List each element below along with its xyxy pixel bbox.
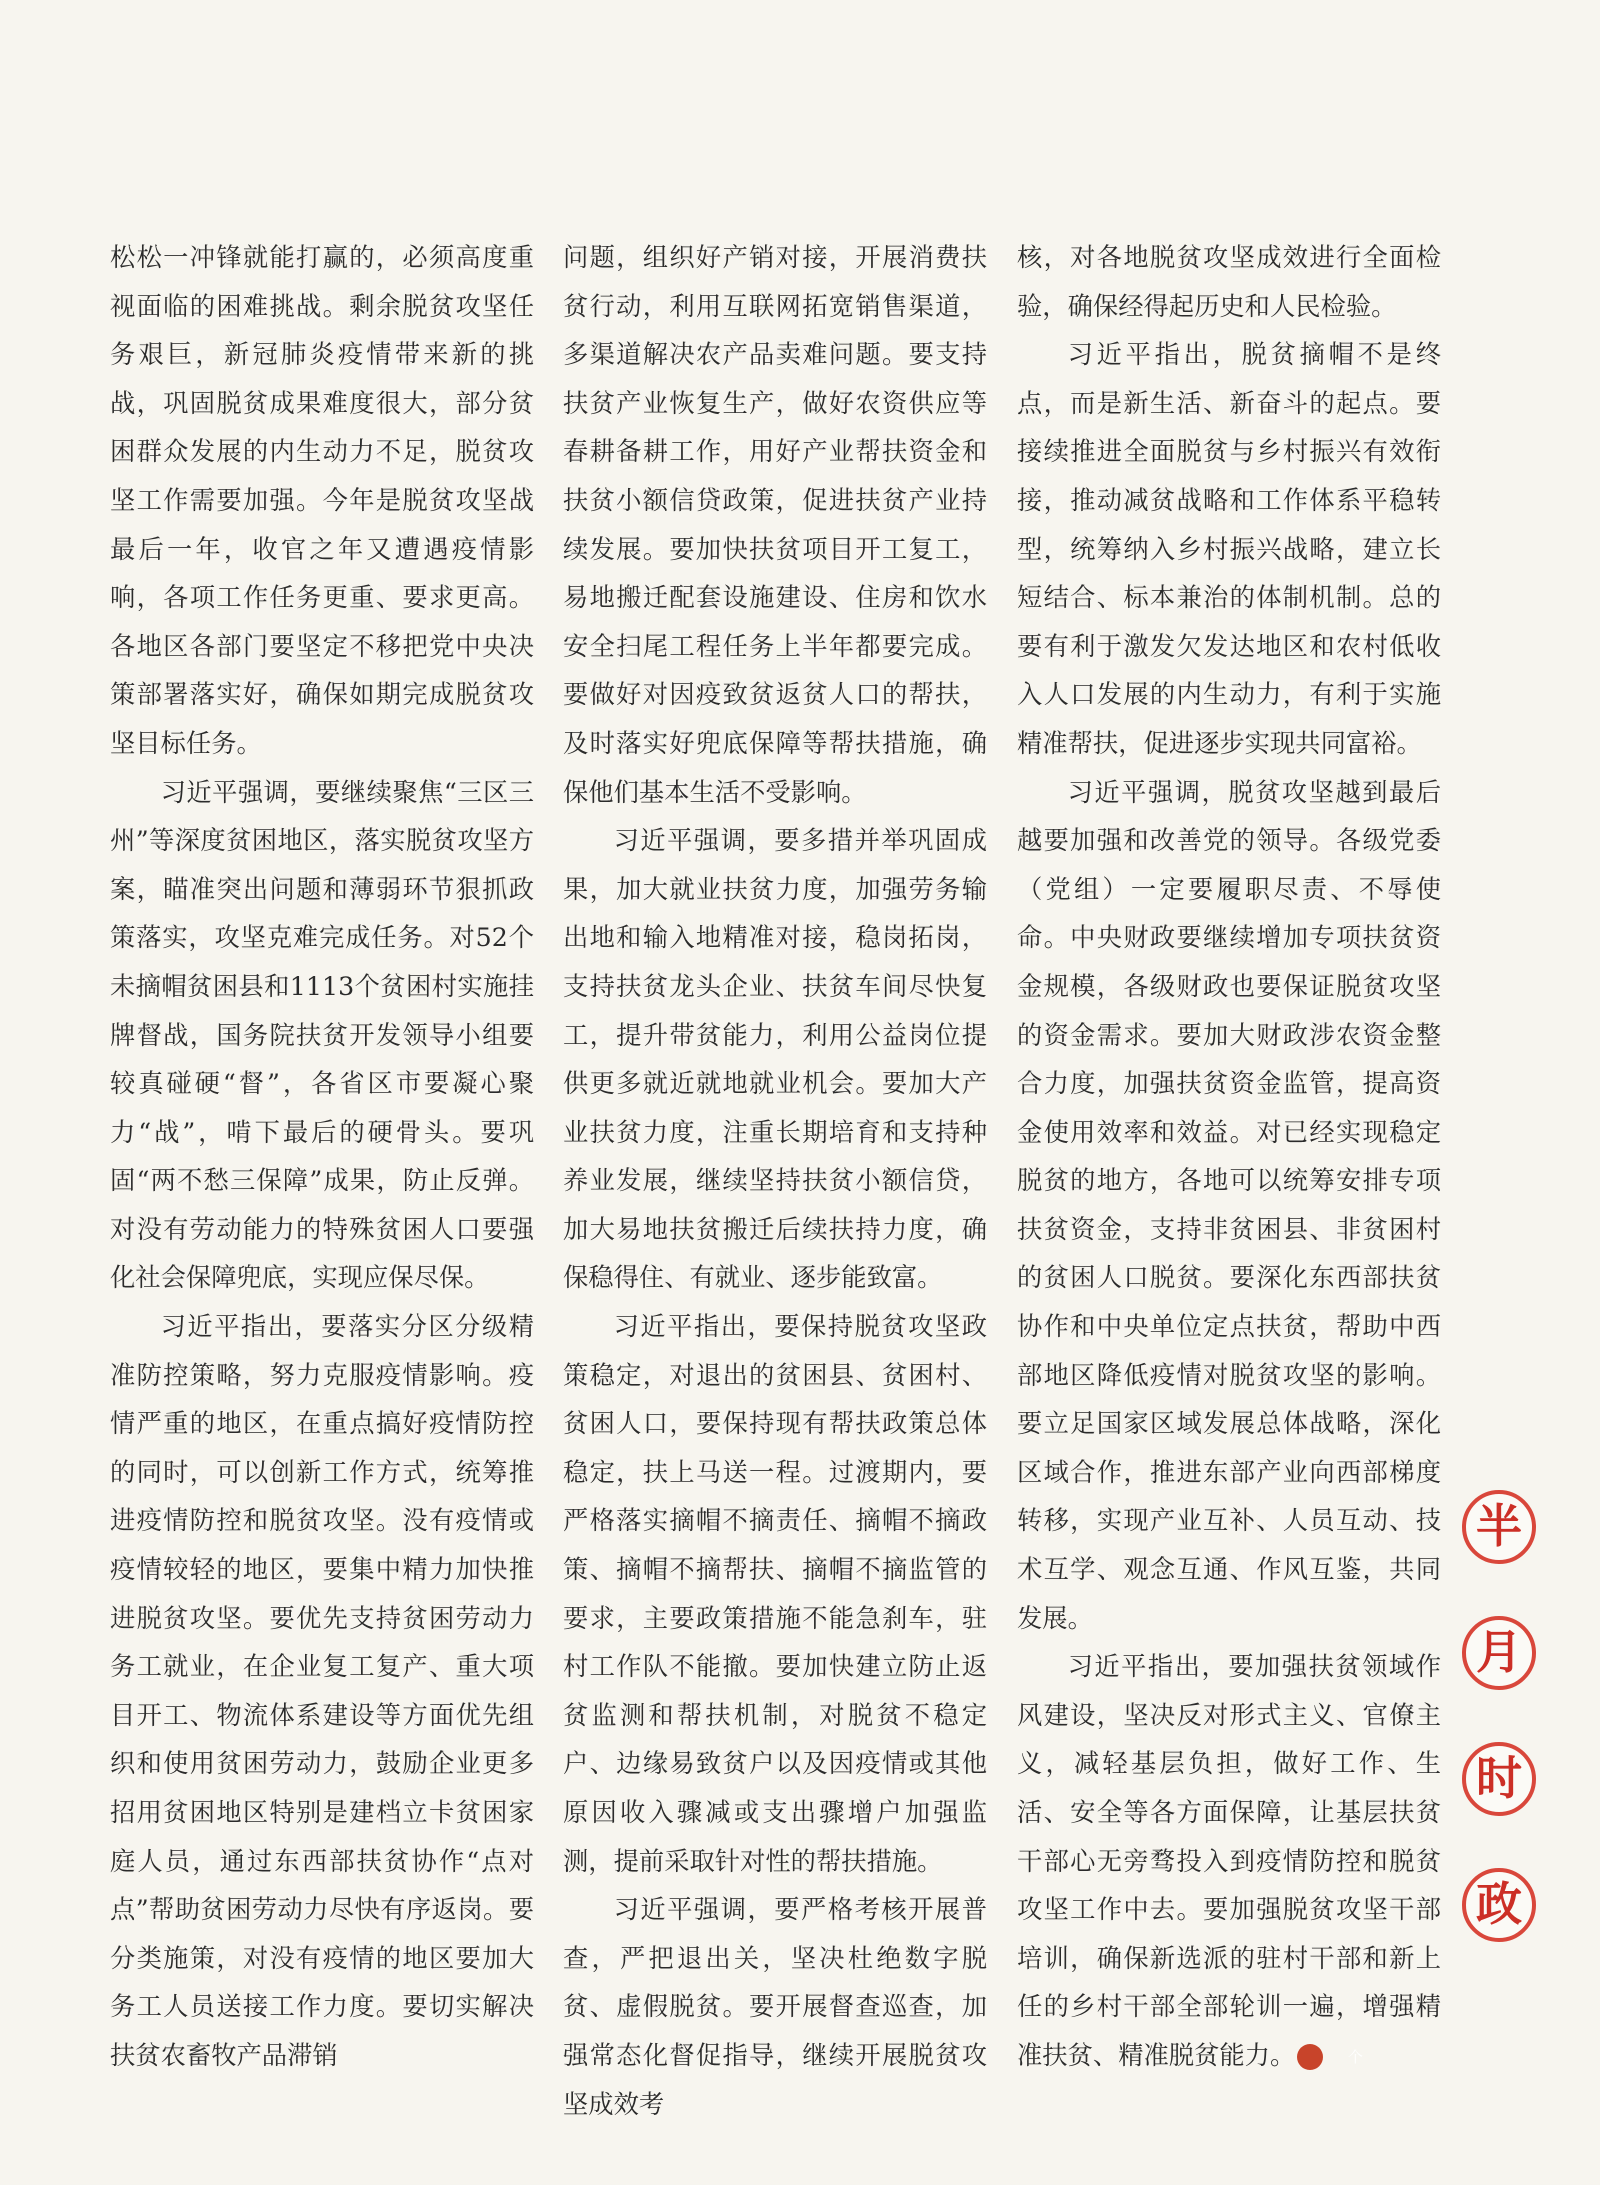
section-badge-char: 时 xyxy=(1462,1742,1536,1816)
paragraph: 习近平指出，脱贫摘帽不是终点，而是新生活、新奋斗的起点。要接续推进全面脱贫与乡村振兴有效衔接，推动减贫战略和工作体系平稳转型，统筹纳入乡村振兴战略，建立长短结合、标本兼治的体制机制。总的要有利于激发欠发达地区和农村低收入人口发展的内生动力，有利于实施精准帮扶，促进逐步实现共同富裕。 xyxy=(1017,340,1441,758)
paragraph xyxy=(1017,1643,1441,2080)
paragraph-text: 习近平指出，要加强扶贫领域作风建设，坚决反对形式主义、官僚主义，减轻基层负担，做好工作、生活、安全等各方面保障，让基层扶贫干部心无旁骛投入到疫情防控和脱贫攻坚工作中去。要加强脱贫攻坚干部培训，确保新选派的驻村干部和新上任的乡村干部全部轮训一遍，增强精准扶贫、精准脱贫能力。 xyxy=(1017,1652,1441,2070)
section-badge-char: 月 xyxy=(1462,1616,1536,1690)
paragraph: 核，对各地脱贫攻坚成效进行全面检验，确保经得起历史和人民检验。 xyxy=(1017,243,1441,321)
paragraph: 习近平强调，要严格考核开展普查，严把退出关，坚决杜绝数字脱贫、虚假脱贫。要开展督查巡查，加强常态化督促指导，继续开展脱贫攻坚成效考 xyxy=(563,1895,987,2119)
paragraph: 习近平强调，要继续聚焦“三区三州”等深度贫困地区，落实脱贫攻坚方案，瞄准突出问题和薄弱环节狠抓政策落实，攻坚克难完成任务。对52个未摘帽贫困县和1113个贫困村实施挂牌督战，国务院扶贫开发领导小组要较真碰硬“督”，各省区市要凝心聚力“战”，啃下最后的硬骨头。要巩固“两不愁三保障”成果，防止反弹。对没有劳动能力的特殊贫困人口要强化社会保障兜底，实现应保尽保。 xyxy=(110,777,534,1293)
article-end-mark-icon: 个 xyxy=(1297,2044,1323,2070)
paragraph: 习近平指出，要落实分区分级精准防控策略，努力克服疫情影响。疫情严重的地区，在重点搞好疫情防控的同时，可以创新工作方式，统筹推进疫情防控和脱贫攻坚。没有疫情或疫情较轻的地区，要集中精力加快推进脱贫攻坚。要优先支持贫困劳动力务工就业，在企业复工复产、重大项目开工、物流体系建设等方面优先组织和使用贫困劳动力，鼓励企业更多招用贫困地区特别是建档立卡贫困家庭人员，通过东西部扶贫协作“点对点”帮助贫困劳动力尽快有序返岗。要分类施策，对没有疫情的地区要加大务工人员送接工作力度。要切实解决扶贫农畜牧产品滞销 xyxy=(110,1312,534,2070)
paragraph: 问题，组织好产销对接，开展消费扶贫行动，利用互联网拓宽销售渠道，多渠道解决农产品卖难问题。要支持扶贫产业恢复生产，做好农资供应等春耕备耕工作，用好产业帮扶资金和扶贫小额信贷政策，促进扶贫产业持续发展。要加快扶贫项目开工复工，易地搬迁配套设施建设、住房和饮水安全扫尾工程任务上半年都要完成。要做好对因疫致贫返贫人口的帮扶，及时落实好兜底保障等帮扶措施，确保他们基本生活不受影响。 xyxy=(563,243,987,807)
paragraph: 习近平强调，要多措并举巩固成果，加大就业扶贫力度，加强劳务输出地和输入地精准对接，稳岗拓岗，支持扶贫龙头企业、扶贫车间尽快复工，提升带贫能力，利用公益岗位提供更多就近就地就业机会。要加大产业扶贫力度，注重长期培育和支持种养业发展，继续坚持扶贫小额信贷，加大易地扶贫搬迁后续扶持力度，确保稳得住、有就业、逐步能致富。 xyxy=(563,826,987,1293)
text-column-1 xyxy=(110,234,534,2081)
text-column-2 xyxy=(563,234,987,2129)
paragraph: 习近平指出，要保持脱贫攻坚政策稳定，对退出的贫困县、贫困村、贫困人口，要保持现有帮扶政策总体稳定，扶上马送一程。过渡期内，要严格落实摘帽不摘责任、摘帽不摘政策、摘帽不摘帮扶、摘帽不摘监管的要求，主要政策措施不能急刹车，驻村工作队不能撤。要加快建立防止返贫监测和帮扶机制，对脱贫不稳定户、边缘易致贫户以及因疫情或其他原因收入骤减或支出骤增户加强监测，提前采取针对性的帮扶措施。 xyxy=(563,1312,987,1876)
section-badge-char: 半 xyxy=(1462,1490,1536,1564)
text-column-3 xyxy=(1017,234,1441,2081)
paragraph: 习近平强调，脱贫攻坚越到最后越要加强和改善党的领导。各级党委（党组）一定要履职尽责、不辱使命。中央财政要继续增加专项扶贫资金规模，各级财政也要保证脱贫攻坚的资金需求。要加大财政涉农资金整合力度，加强扶贫资金监管，提高资金使用效率和效益。对已经实现稳定脱贫的地方，各地可以统筹安排专项扶贫资金，支持非贫困县、非贫困村的贫困人口脱贫。要深化东西部扶贫协作和中央单位定点扶贫，帮助中西部地区降低疫情对脱贫攻坚的影响。要立足国家区域发展总体战略，深化区域合作，推进东部产业向西部梯度转移，实现产业互补、人员互动、技术互学、观念互通、作风互鉴，共同发展。 xyxy=(1017,777,1441,1633)
section-badge-char: 政 xyxy=(1462,1868,1536,1942)
paragraph: 松松一冲锋就能打赢的，必须高度重视面临的困难挑战。剩余脱贫攻坚任务艰巨，新冠肺炎疫情带来新的挑战，巩固脱贫成果难度很大，部分贫困群众发展的内生动力不足，脱贫攻坚工作需要加强。今年是脱贫攻坚战最后一年，收官之年又遭遇疫情影响，各项工作任务更重、要求更高。各地区各部门要坚定不移把党中央决策部署落实好，确保如期完成脱贫攻坚目标任务。 xyxy=(110,243,534,758)
